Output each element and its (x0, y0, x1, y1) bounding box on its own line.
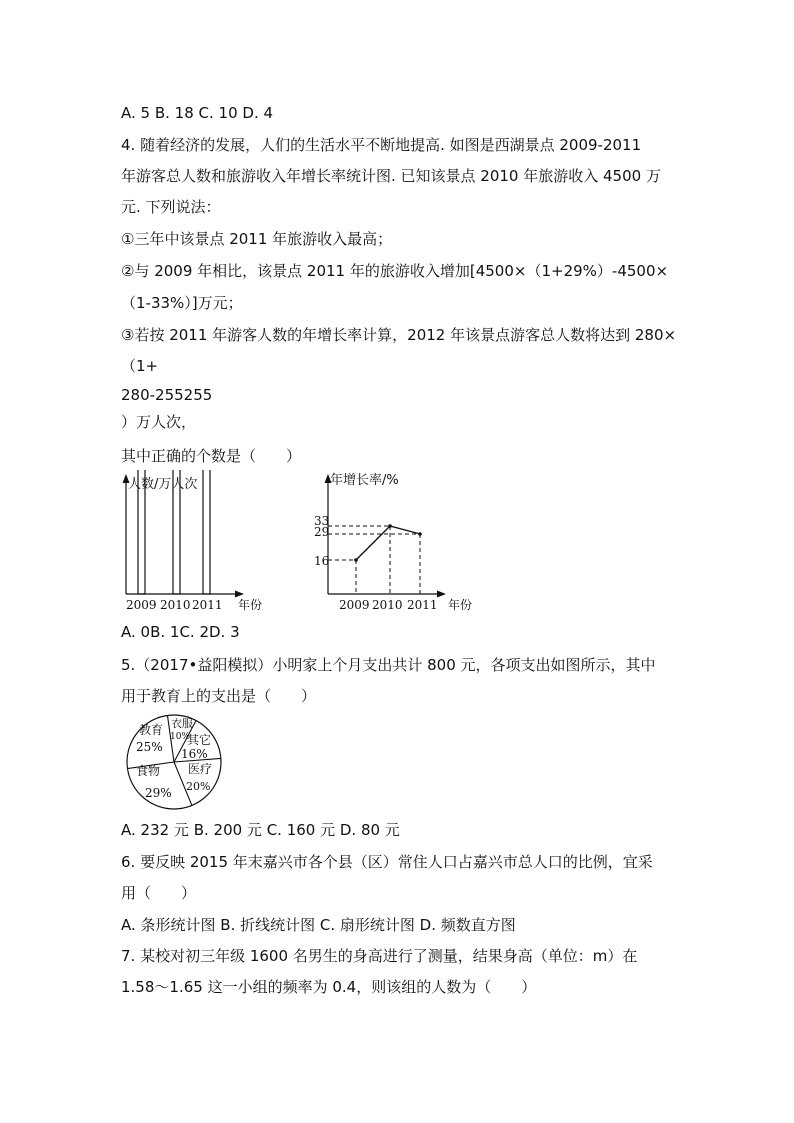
pie-label-education: 教育 (139, 723, 164, 737)
pie-label-clothing: 衣服 (171, 717, 193, 730)
line-chart-ylabel: 年增长率/% (330, 473, 399, 488)
pie-pct-medical: 20% (186, 780, 211, 793)
line-chart-xlabel: 年份 (448, 598, 473, 612)
question-7-line-2: 1.58～1.65 这一小组的频率为 0.4，则该组的人数为（ ） (121, 978, 537, 996)
bar-2011 (203, 470, 210, 594)
growth-line-chart (308, 470, 488, 616)
line-chart-xtick-2010: 2010 (372, 598, 403, 612)
statement-3-line-3: ）万人次， (121, 413, 197, 431)
visitor-bar-chart (116, 470, 286, 616)
question-4-line-1: 4. 随着经济的发展，人们的生活水平不断地提高. 如图是西湖景点 2009-2011 (121, 136, 642, 154)
question-6-line-2: 用（ ） (121, 884, 197, 902)
pie-pct-clothing: 10% (170, 732, 191, 742)
bar-chart-xlabel: 年份 (238, 598, 263, 612)
line-chart-ytick-29: 29 (314, 525, 330, 539)
line-chart-xtick-2011: 2011 (407, 598, 438, 612)
question-6-line-1: 6. 要反映 2015 年末嘉兴市各个县（区）常住人口占嘉兴市总人口的比例，宜采 (121, 853, 653, 871)
line-point-2010 (388, 524, 392, 528)
line-point-2009 (354, 558, 358, 562)
pie-pct-other: 16% (181, 747, 208, 761)
bar-chart-xtick-2010: 2010 (160, 598, 191, 612)
statement-2-line-1: ②与 2009 年相比，该景点 2011 年的旅游收入增加[4500×（1+29%）-4500× (121, 262, 669, 280)
question-5-line-2: 用于教育上的支出是（ ） (121, 687, 317, 705)
bar-chart-xtick-2011: 2011 (192, 598, 223, 612)
pie-pct-education: 25% (136, 740, 163, 754)
question-7-line-1: 7. 某校对初三年级 1600 名男生的身高进行了测量，结果身高（单位：m）在 (121, 947, 638, 965)
statement-3-fraction: 280-255255 (121, 386, 213, 404)
bar-chart-x-arrow (235, 591, 244, 598)
question-4-prompt: 其中正确的个数是（ ） (121, 447, 302, 465)
line-chart-ytick-33: 33 (314, 514, 330, 528)
question-4-line-3: 元. 下列说法： (121, 198, 221, 216)
pie-label-food: 食物 (136, 764, 161, 778)
statement-2-line-2: （1-33%）]万元； (121, 294, 243, 312)
statement-1: ①三年中该景点 2011 年旅游收入最高； (121, 230, 393, 248)
line-chart-x-arrow (437, 591, 446, 598)
answer-line-q3: A. 5 B. 18 C. 10 D. 4 (121, 104, 274, 122)
pie-label-other: 其它 (187, 733, 212, 747)
bar-chart-ylabel: 人数/万人次 (128, 477, 198, 492)
line-chart-ytick-16: 16 (314, 554, 330, 568)
pie-label-medical: 医疗 (188, 762, 213, 776)
line-chart-series (356, 526, 420, 560)
question-4-options: A. 0B. 1C. 2D. 3 (121, 623, 240, 641)
line-point-2011 (418, 532, 422, 536)
question-5-options: A. 232 元 B. 200 元 C. 160 元 D. 80 元 (121, 821, 400, 839)
expense-pie-chart (114, 712, 234, 812)
question-4-line-2: 年游客总人数和旅游收入年增长率统计图. 已知该景点 2010 年旅游收入 4500 万 (121, 167, 661, 185)
statement-3-line-2: （1+ (121, 357, 159, 375)
question-6-options: A. 条形统计图 B. 折线统计图 C. 扇形统计图 D. 频数直方图 (121, 916, 516, 934)
pie-pct-food: 29% (145, 786, 172, 800)
statement-3-line-1: ③若按 2011 年游客人数的年增长率计算，2012 年该景点游客总人数将达到 280× (121, 326, 677, 344)
line-chart-xtick-2009: 2009 (339, 598, 370, 612)
question-5-line-1: 5.（2017•益阳模拟）小明家上个月支出共计 800 元，各项支出如图所示，其中 (121, 656, 656, 674)
bar-chart-xtick-2009: 2009 (126, 598, 157, 612)
